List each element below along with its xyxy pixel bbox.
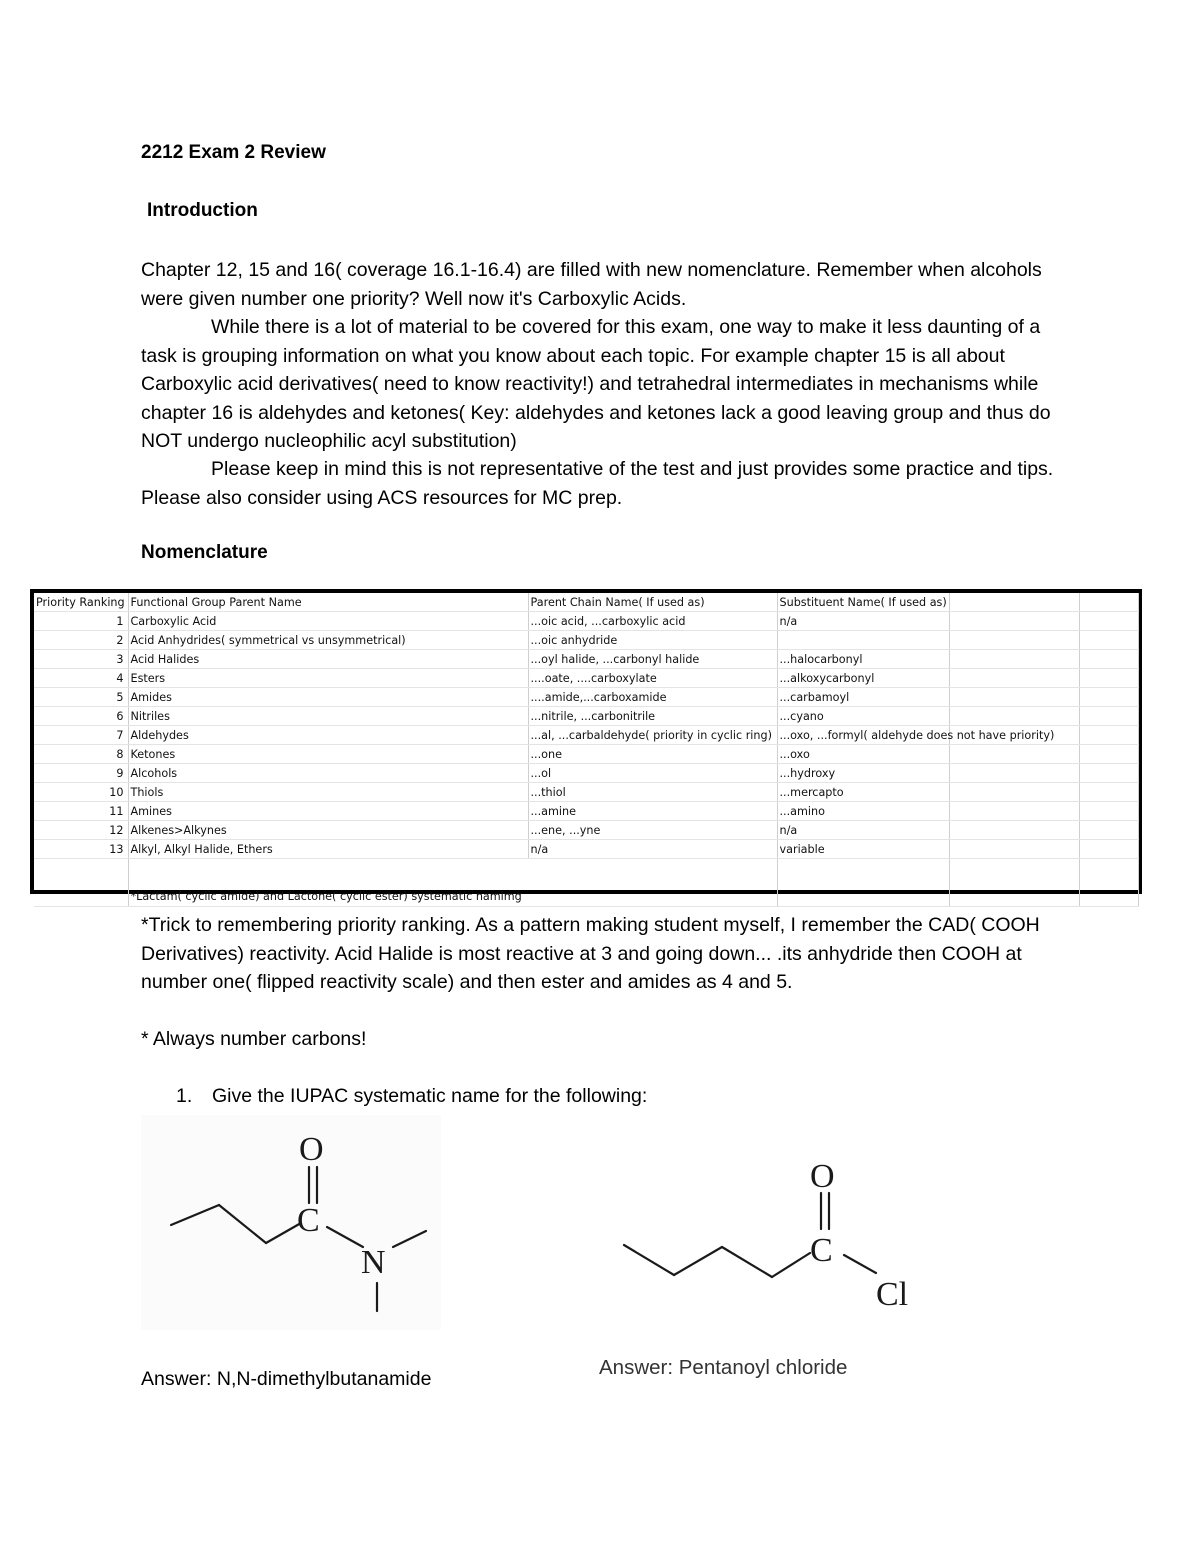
functional-group-cell: Acid Anhydrides( symmetrical vs unsymmetrical) bbox=[128, 631, 528, 650]
parent-chain-cell: ...thiol bbox=[528, 783, 777, 802]
question-number: 1. bbox=[176, 1085, 193, 1107]
functional-group-cell: Esters bbox=[128, 669, 528, 688]
empty-cell bbox=[1079, 593, 1138, 612]
rank-cell: 12 bbox=[34, 821, 128, 840]
nitrogen-label: N bbox=[361, 1244, 386, 1281]
intro-paragraph-3: Please keep in mind this is not representative of the test and just provides some practice and tips. Please also consider using ACS resources for MC prep. bbox=[141, 458, 1054, 509]
nomenclature-heading: Nomenclature bbox=[141, 542, 268, 563]
chlorine-label: Cl bbox=[876, 1276, 909, 1313]
substituent-cell: ...alkoxycarbonyl bbox=[777, 669, 949, 688]
functional-group-cell: Alkenes>Alkynes bbox=[128, 821, 528, 840]
substituent-cell: ...hydroxy bbox=[777, 764, 949, 783]
substituent-cell: ...oxo, ...formyl( aldehyde does not have priority) bbox=[777, 726, 949, 745]
carbon-label: C bbox=[297, 1202, 320, 1239]
empty-cell bbox=[1079, 821, 1138, 840]
table-row bbox=[34, 650, 1138, 669]
functional-group-cell: Alkyl, Alkyl Halide, Ethers bbox=[128, 840, 528, 859]
acyl-chloride-bonds bbox=[624, 1193, 876, 1277]
table-row bbox=[34, 802, 1138, 821]
carbon-label: C bbox=[810, 1232, 833, 1269]
substituent-cell: variable bbox=[777, 840, 949, 859]
oxygen-label: O bbox=[810, 1158, 835, 1195]
intro-paragraph-2: While there is a lot of material to be covered for this exam, one way to make it less daunting of a task is grouping information on what you know about each topic. For example chapter 15 is all about Carboxylic acid derivatives( need to know reactivity!) and tetrahedral intermediates in mechanisms while chapter 16 is aldehydes and ketones( Key: aldehydes and ketones lack a good leaving group and thus do NOT undergo nucleophilic acyl substitution) bbox=[141, 316, 1051, 452]
structure-background bbox=[141, 1115, 441, 1330]
rank-cell: 9 bbox=[34, 764, 128, 783]
functional-group-cell: Nitriles bbox=[128, 707, 528, 726]
substituent-cell: n/a bbox=[777, 821, 949, 840]
substituent-cell: ...oxo bbox=[777, 745, 949, 764]
table-row bbox=[34, 688, 1138, 707]
empty-cell bbox=[949, 840, 1079, 859]
rank-cell: 8 bbox=[34, 745, 128, 764]
functional-group-cell: Alcohols bbox=[128, 764, 528, 783]
substituent-cell: ...halocarbonyl bbox=[777, 650, 949, 669]
parent-chain-cell: ...ene, ...yne bbox=[528, 821, 777, 840]
empty-cell bbox=[949, 688, 1079, 707]
parent-chain-cell: ...al, ...carbaldehyde( priority in cyclic ring) bbox=[528, 726, 777, 745]
parent-chain-cell: ...nitrile, ...carbonitrile bbox=[528, 707, 777, 726]
empty-cell bbox=[1079, 840, 1138, 859]
empty-cell bbox=[949, 650, 1079, 669]
priority-table-body bbox=[34, 612, 1138, 907]
rank-cell: 3 bbox=[34, 650, 128, 669]
rank-cell: 10 bbox=[34, 783, 128, 802]
rank-cell: 1 bbox=[34, 612, 128, 631]
empty-cell bbox=[1079, 802, 1138, 821]
empty-cell bbox=[1079, 669, 1138, 688]
substituent-cell: ...amino bbox=[777, 802, 949, 821]
answer-2: Answer: Pentanoyl chloride bbox=[599, 1356, 848, 1379]
priority-table bbox=[34, 593, 1139, 907]
table-row bbox=[34, 821, 1138, 840]
empty-cell bbox=[949, 802, 1079, 821]
molecule-acyl-chloride-structure bbox=[600, 1145, 930, 1325]
empty-cell bbox=[1079, 631, 1138, 650]
question-text: Give the IUPAC systematic name for the following: bbox=[212, 1085, 648, 1107]
empty-cell bbox=[1079, 764, 1138, 783]
table-row bbox=[34, 745, 1138, 764]
functional-group-cell: Amines bbox=[128, 802, 528, 821]
functional-group-cell: Aldehydes bbox=[128, 726, 528, 745]
empty-cell bbox=[1079, 859, 1138, 907]
header-priority-ranking: Priority Ranking bbox=[34, 593, 128, 612]
header-functional-group: Functional Group Parent Name bbox=[128, 593, 528, 612]
empty-cell bbox=[949, 707, 1079, 726]
rank-cell: 11 bbox=[34, 802, 128, 821]
substituent-cell bbox=[777, 631, 949, 650]
parent-chain-cell: ...amine bbox=[528, 802, 777, 821]
rank-cell: 7 bbox=[34, 726, 128, 745]
substituent-cell: n/a bbox=[777, 612, 949, 631]
substituent-cell: ...cyano bbox=[777, 707, 949, 726]
empty-cell bbox=[1079, 612, 1138, 631]
intro-paragraph-1: Chapter 12, 15 and 16( coverage 16.1-16.4) are filled with new nomenclature. Remember when alcohols were given number one priority? Well now it's Carboxylic Acids. bbox=[141, 259, 1042, 310]
rank-cell: 5 bbox=[34, 688, 128, 707]
empty-cell bbox=[1079, 707, 1138, 726]
oxygen-label: O bbox=[299, 1131, 324, 1168]
functional-group-cell: Ketones bbox=[128, 745, 528, 764]
parent-chain-cell: ...one bbox=[528, 745, 777, 764]
empty-cell bbox=[1079, 745, 1138, 764]
parent-chain-cell: ...oic anhydride bbox=[528, 631, 777, 650]
empty-cell bbox=[1079, 726, 1138, 745]
table-row bbox=[34, 783, 1138, 802]
header-substituent: Substituent Name( If used as) bbox=[777, 593, 949, 612]
functional-group-cell: Thiols bbox=[128, 783, 528, 802]
functional-group-cell: Amides bbox=[128, 688, 528, 707]
empty-cell bbox=[949, 612, 1079, 631]
substituent-cell: ...carbamoyl bbox=[777, 688, 949, 707]
empty-cell bbox=[949, 859, 1079, 907]
parent-chain-cell: ....amide,...carboxamide bbox=[528, 688, 777, 707]
functional-group-cell: Acid Halides bbox=[128, 650, 528, 669]
parent-chain-cell: n/a bbox=[528, 840, 777, 859]
document-title: 2212 Exam 2 Review bbox=[141, 142, 326, 163]
answer-1: Answer: N,N-dimethylbutanamide bbox=[141, 1368, 432, 1390]
rank-cell: 13 bbox=[34, 840, 128, 859]
lactam-lactone-note: *Lactam( cyclic amide) and Lactone( cyclic ester) systematic namimg bbox=[128, 859, 777, 907]
empty-cell bbox=[949, 783, 1079, 802]
substituent-cell: ...mercapto bbox=[777, 783, 949, 802]
question-1 bbox=[176, 1082, 647, 1110]
empty-cell bbox=[1079, 688, 1138, 707]
table-row bbox=[34, 840, 1138, 859]
table-row bbox=[34, 631, 1138, 650]
empty-cell bbox=[34, 859, 128, 907]
empty-cell bbox=[1079, 650, 1138, 669]
number-carbons-tip: * Always number carbons! bbox=[141, 1028, 367, 1050]
functional-group-cell: Carboxylic Acid bbox=[128, 612, 528, 631]
empty-cell bbox=[1079, 783, 1138, 802]
parent-chain-cell: ...oic acid, ...carboxylic acid bbox=[528, 612, 777, 631]
empty-cell bbox=[949, 745, 1079, 764]
empty-cell bbox=[949, 593, 1079, 612]
table-row bbox=[34, 612, 1138, 631]
parent-chain-cell: ...ol bbox=[528, 764, 777, 783]
empty-cell bbox=[949, 631, 1079, 650]
parent-chain-cell: ....oate, ....carboxylate bbox=[528, 669, 777, 688]
empty-cell bbox=[949, 821, 1079, 840]
trick-tip: *Trick to remembering priority ranking. As a pattern making student myself, I remember the CAD( COOH Derivatives) reactivity. Acid Halide is most reactive at 3 and going down... .its anhydride then COOH at number one( flipped reactivity scale) and then ester and amides as 4 and 5. bbox=[141, 914, 1040, 993]
empty-cell bbox=[949, 764, 1079, 783]
empty-cell bbox=[949, 669, 1079, 688]
table-row bbox=[34, 669, 1138, 688]
table-row bbox=[34, 707, 1138, 726]
table-row bbox=[34, 764, 1138, 783]
molecule-amide-structure bbox=[141, 1115, 441, 1330]
introduction-heading: Introduction bbox=[147, 200, 258, 221]
table-note-row bbox=[34, 859, 1138, 907]
rank-cell: 4 bbox=[34, 669, 128, 688]
header-parent-chain: Parent Chain Name( If used as) bbox=[528, 593, 777, 612]
empty-cell bbox=[777, 859, 949, 907]
rank-cell: 2 bbox=[34, 631, 128, 650]
parent-chain-cell: ...oyl halide, ...carbonyl halide bbox=[528, 650, 777, 669]
rank-cell: 6 bbox=[34, 707, 128, 726]
table-header-row bbox=[34, 593, 1138, 612]
table-row bbox=[34, 726, 1138, 745]
priority-table-frame bbox=[30, 589, 1142, 903]
